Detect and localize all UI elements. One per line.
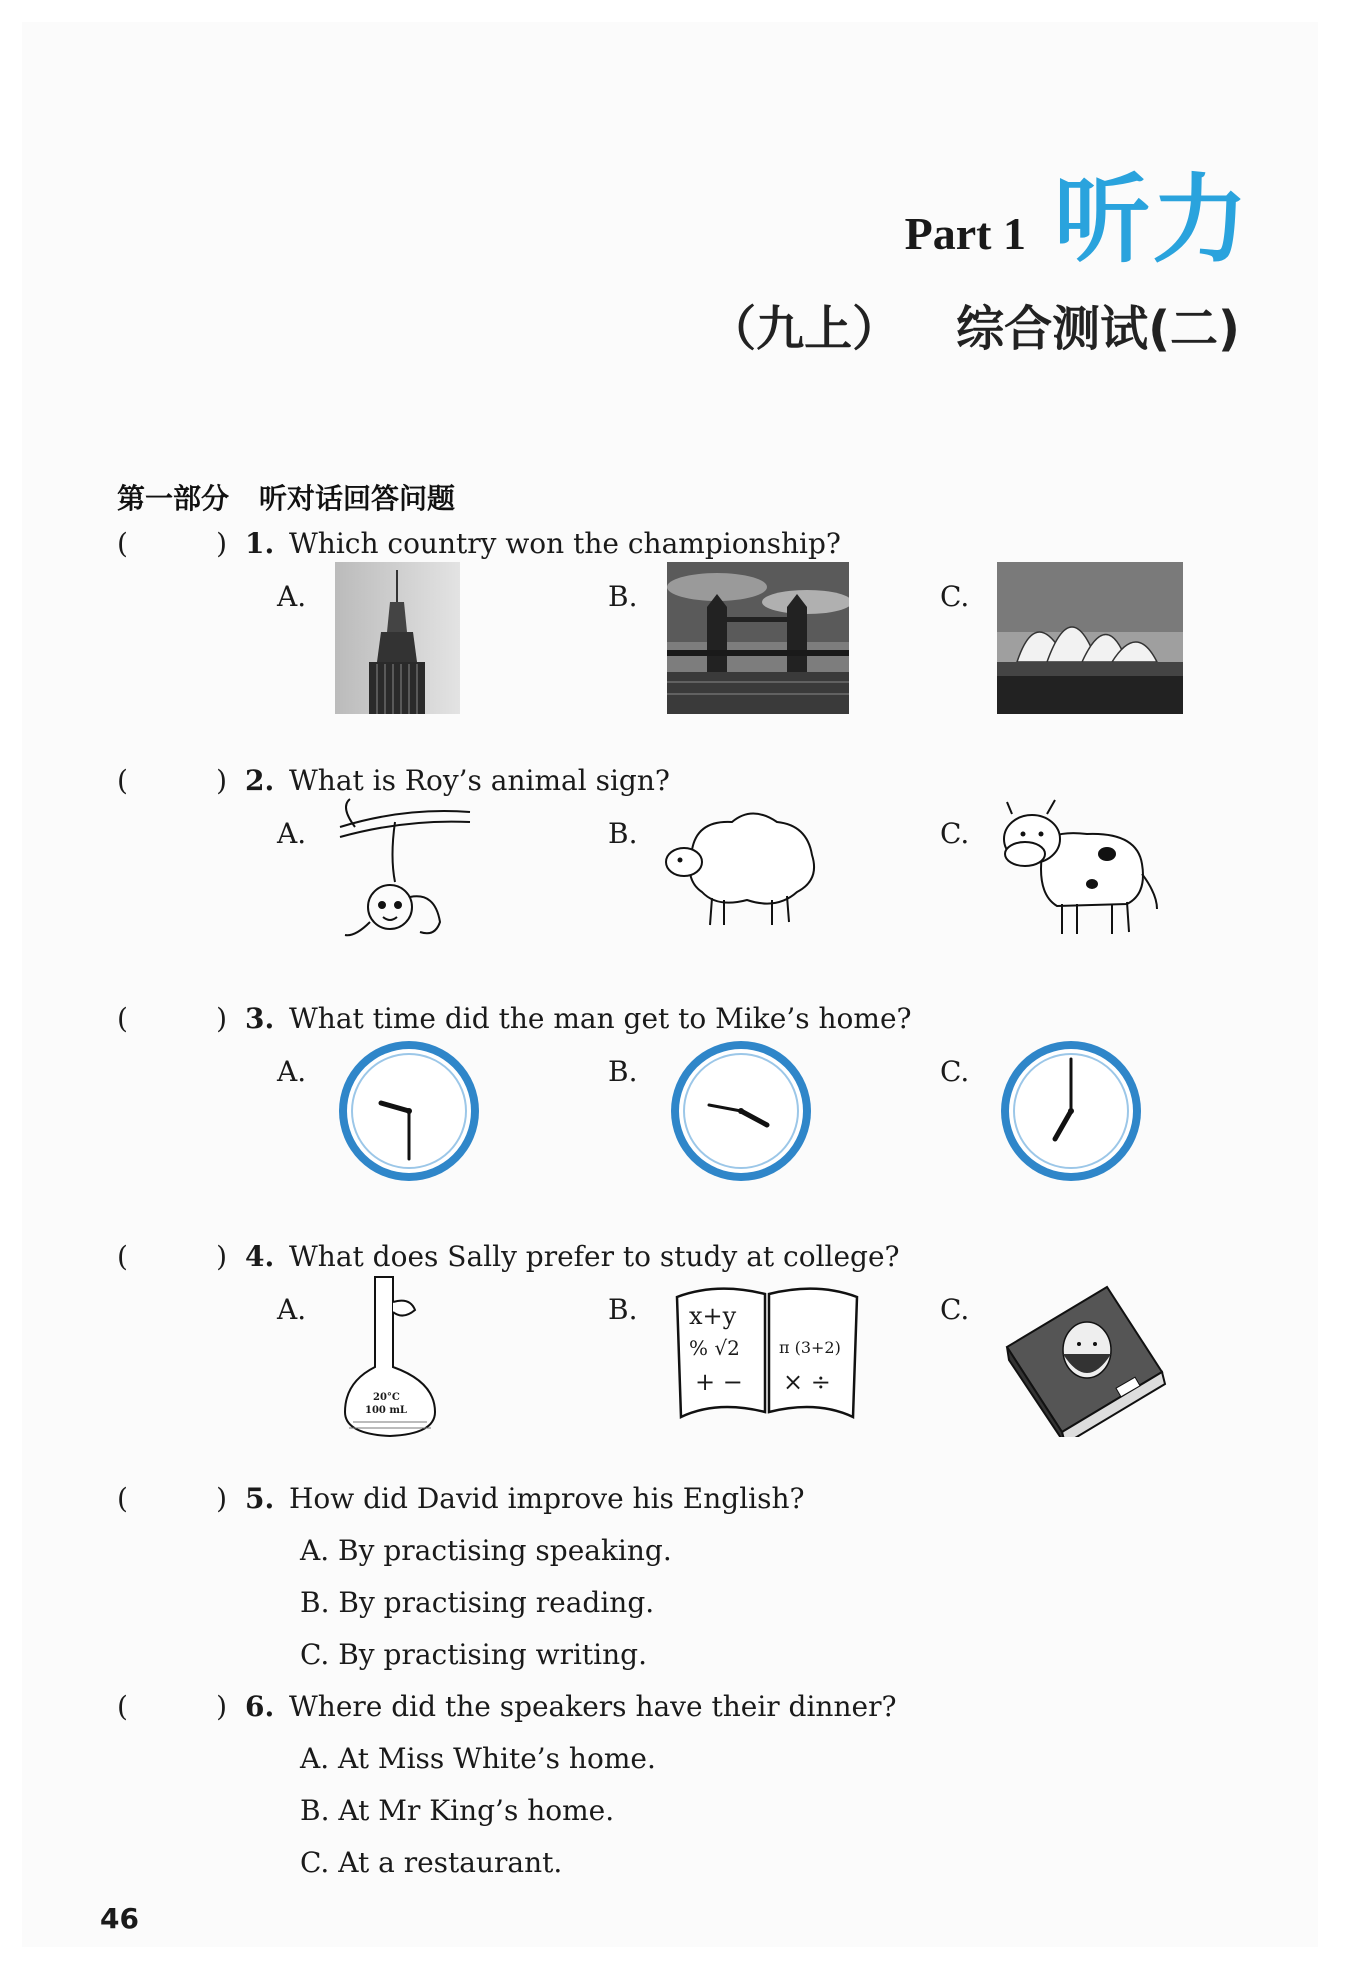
option-b[interactable]: B. By practising reading. (300, 1586, 655, 1619)
question-number: 4. (245, 1240, 275, 1273)
answer-blank[interactable]: ( ) (117, 1240, 227, 1273)
question-text: What time did the man get to Mike’s home? (289, 1002, 912, 1035)
page-number: 46 (100, 1902, 139, 1935)
question-1 (117, 527, 841, 560)
answer-blank[interactable]: ( ) (117, 1690, 227, 1723)
question-number: 3. (245, 1002, 275, 1035)
question-text: What does Sally prefer to study at college? (289, 1240, 900, 1273)
book-math-right-2: π (3+2) (779, 1338, 841, 1357)
clock-630[interactable] (335, 1037, 483, 1185)
book-math-right-3: × ÷ (783, 1368, 831, 1396)
option-label: A. (277, 1055, 307, 1088)
answer-blank[interactable]: ( ) (117, 1002, 227, 1035)
part-title-cn: 听力 (1054, 164, 1250, 276)
answer-blank[interactable]: ( ) (117, 527, 227, 560)
question-text: What is Roy’s animal sign? (289, 764, 670, 797)
section-part: 第一部分 (117, 482, 230, 515)
answer-blank[interactable]: ( ) (117, 1482, 227, 1515)
option-label: A. (277, 580, 307, 613)
book-math-line-1: x+y (689, 1302, 737, 1330)
section-heading (117, 477, 455, 517)
book-math-line-3: + − (695, 1368, 743, 1396)
option-label: A. (277, 1293, 307, 1326)
question-number: 1. (245, 527, 275, 560)
question-4 (117, 1240, 900, 1273)
option-label: B. (608, 817, 638, 850)
question-3 (117, 1002, 912, 1035)
skyscraper-photo[interactable] (335, 562, 460, 714)
test-subtitle (708, 290, 1240, 359)
flask-temperature: 20°C (373, 1392, 400, 1403)
monkey-drawing[interactable] (335, 797, 475, 942)
question-6 (117, 1690, 896, 1723)
clock-445[interactable] (667, 1037, 815, 1185)
question-text: How did David improve his English? (289, 1482, 805, 1515)
option-label: A. (277, 817, 307, 850)
option-b[interactable]: B. At Mr King’s home. (300, 1794, 615, 1827)
flask-volume: 100 mL (365, 1405, 407, 1416)
question-5 (117, 1482, 805, 1515)
option-label: B. (608, 580, 638, 613)
option-a[interactable]: A. At Miss White’s home. (300, 1742, 656, 1775)
opera-house-photo[interactable] (997, 562, 1183, 714)
book-math-line-2: % √2 (689, 1336, 740, 1360)
test-title: 综合测试(二) (956, 301, 1240, 357)
clock-700[interactable] (997, 1037, 1145, 1185)
question-text: Where did the speakers have their dinner? (289, 1690, 897, 1723)
part-label: Part 1 (904, 208, 1026, 259)
option-label: C. (940, 1055, 970, 1088)
option-label: C. (940, 817, 970, 850)
option-c[interactable]: C. By practising writing. (300, 1638, 647, 1671)
question-number: 6. (245, 1690, 275, 1723)
flask-drawing[interactable] (335, 1272, 445, 1442)
option-label: C. (940, 580, 970, 613)
page-header (904, 164, 1250, 276)
option-label: C. (940, 1293, 970, 1326)
answer-blank[interactable]: ( ) (117, 764, 227, 797)
section-title: 听对话回答问题 (259, 482, 456, 515)
option-a[interactable]: A. By practising speaking. (300, 1534, 672, 1567)
option-label: B. (608, 1055, 638, 1088)
grade-label: （九上） (708, 301, 901, 357)
math-book-drawing[interactable] (667, 1272, 867, 1422)
question-number: 2. (245, 764, 275, 797)
question-2 (117, 764, 670, 797)
cow-drawing[interactable] (997, 794, 1167, 939)
page (22, 22, 1318, 1947)
option-c[interactable]: C. At a restaurant. (300, 1846, 563, 1879)
literature-book-drawing[interactable] (997, 1272, 1172, 1437)
option-label: B. (608, 1293, 638, 1326)
tower-bridge-photo[interactable] (667, 562, 849, 714)
question-text: Which country won the championship? (289, 527, 841, 560)
sheep-drawing[interactable] (662, 800, 822, 930)
question-number: 5. (245, 1482, 275, 1515)
